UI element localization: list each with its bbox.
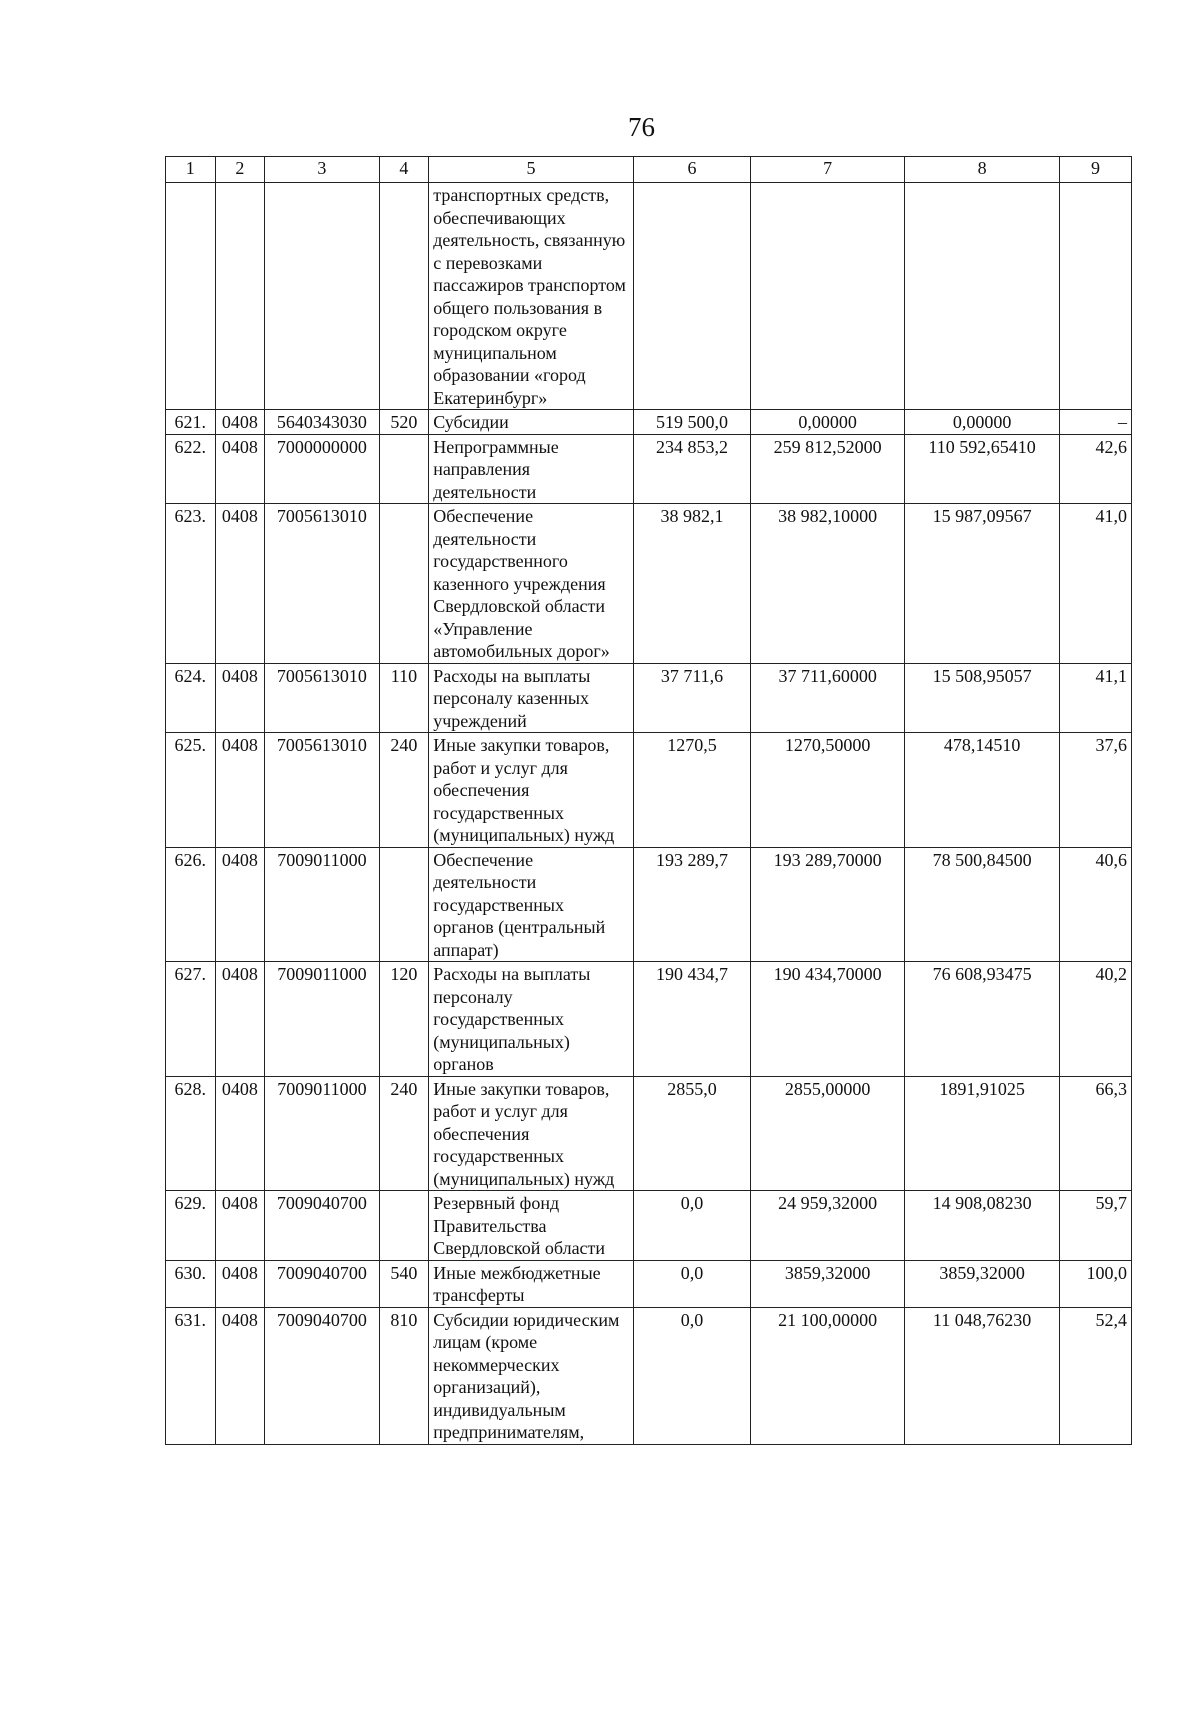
expense-type-code <box>379 434 429 504</box>
execution-percent: 41,1 <box>1060 663 1132 733</box>
section-code: 0408 <box>215 847 265 962</box>
column-header-7: 7 <box>751 157 905 183</box>
execution-percent: 100,0 <box>1060 1260 1132 1307</box>
target-article-code: 7005613010 <box>265 663 379 733</box>
item-description: Иные закупки товаров, работ и услуг для обеспечения государственных (муниципальных) нужд <box>429 1076 634 1191</box>
executed-amount: 110 592,65410 <box>905 434 1060 504</box>
executed-amount: 0,00000 <box>905 410 1060 435</box>
row-number: 626. <box>166 847 216 962</box>
execution-percent: 42,6 <box>1060 434 1132 504</box>
row-number: 621. <box>166 410 216 435</box>
revised-amount: 21 100,00000 <box>751 1307 905 1444</box>
row-number: 628. <box>166 1076 216 1191</box>
table-row <box>166 1260 1132 1307</box>
row-number: 631. <box>166 1307 216 1444</box>
table-row <box>166 847 1132 962</box>
revised-amount <box>751 183 905 410</box>
revised-amount: 190 434,70000 <box>751 962 905 1077</box>
table-body <box>166 183 1132 1445</box>
section-code: 0408 <box>215 1191 265 1261</box>
table-row <box>166 410 1132 435</box>
revised-amount: 37 711,60000 <box>751 663 905 733</box>
budget-table <box>165 156 1132 1445</box>
item-description: Расходы на выплаты персоналу государственных (муниципальных) органов <box>429 962 634 1077</box>
section-code: 0408 <box>215 733 265 848</box>
section-code <box>215 183 265 410</box>
item-description: Непрограммные направления деятельности <box>429 434 634 504</box>
execution-percent: 40,6 <box>1060 847 1132 962</box>
expense-type-code: 520 <box>379 410 429 435</box>
executed-amount: 3859,32000 <box>905 1260 1060 1307</box>
executed-amount <box>905 183 1060 410</box>
expense-type-code: 240 <box>379 1076 429 1191</box>
approved-amount: 2855,0 <box>633 1076 750 1191</box>
table-header <box>166 157 1132 183</box>
target-article-code: 7009040700 <box>265 1260 379 1307</box>
approved-amount <box>633 183 750 410</box>
expense-type-code: 120 <box>379 962 429 1077</box>
executed-amount: 76 608,93475 <box>905 962 1060 1077</box>
executed-amount: 15 987,09567 <box>905 504 1060 664</box>
approved-amount: 190 434,7 <box>633 962 750 1077</box>
executed-amount: 1891,91025 <box>905 1076 1060 1191</box>
approved-amount: 0,0 <box>633 1307 750 1444</box>
approved-amount: 519 500,0 <box>633 410 750 435</box>
table-row <box>166 663 1132 733</box>
expense-type-code: 110 <box>379 663 429 733</box>
column-header-9: 9 <box>1060 157 1132 183</box>
section-code: 0408 <box>215 434 265 504</box>
executed-amount: 78 500,84500 <box>905 847 1060 962</box>
section-code: 0408 <box>215 1260 265 1307</box>
row-number: 627. <box>166 962 216 1077</box>
table-row <box>166 962 1132 1077</box>
page-number: 76 <box>628 112 655 142</box>
execution-percent: – <box>1060 410 1132 435</box>
header-row <box>166 157 1132 183</box>
execution-percent <box>1060 183 1132 410</box>
section-code: 0408 <box>215 410 265 435</box>
executed-amount: 15 508,95057 <box>905 663 1060 733</box>
revised-amount: 193 289,70000 <box>751 847 905 962</box>
approved-amount: 1270,5 <box>633 733 750 848</box>
execution-percent: 40,2 <box>1060 962 1132 1077</box>
executed-amount: 14 908,08230 <box>905 1191 1060 1261</box>
expense-type-code: 810 <box>379 1307 429 1444</box>
execution-percent: 52,4 <box>1060 1307 1132 1444</box>
column-header-1: 1 <box>166 157 216 183</box>
executed-amount: 11 048,76230 <box>905 1307 1060 1444</box>
column-header-2: 2 <box>215 157 265 183</box>
target-article-code: 7009040700 <box>265 1191 379 1261</box>
table-row <box>166 733 1132 848</box>
revised-amount: 3859,32000 <box>751 1260 905 1307</box>
expense-type-code <box>379 183 429 410</box>
item-description: Обеспечение деятельности государственного казенного учреждения Свердловской области «Управление автомобильных дорог» <box>429 504 634 664</box>
section-code: 0408 <box>215 663 265 733</box>
table-row <box>166 1191 1132 1261</box>
revised-amount: 1270,50000 <box>751 733 905 848</box>
approved-amount: 0,0 <box>633 1260 750 1307</box>
section-code: 0408 <box>215 1307 265 1444</box>
target-article-code: 7009011000 <box>265 1076 379 1191</box>
item-description: Расходы на выплаты персоналу казенных учреждений <box>429 663 634 733</box>
section-code: 0408 <box>215 962 265 1077</box>
section-code: 0408 <box>215 1076 265 1191</box>
row-number: 624. <box>166 663 216 733</box>
expense-type-code <box>379 504 429 664</box>
item-description: Субсидии <box>429 410 634 435</box>
target-article-code: 7000000000 <box>265 434 379 504</box>
executed-amount: 478,14510 <box>905 733 1060 848</box>
target-article-code: 5640343030 <box>265 410 379 435</box>
column-header-4: 4 <box>379 157 429 183</box>
target-article-code: 7005613010 <box>265 504 379 664</box>
approved-amount: 37 711,6 <box>633 663 750 733</box>
revised-amount: 2855,00000 <box>751 1076 905 1191</box>
row-number <box>166 183 216 410</box>
table-row <box>166 183 1132 410</box>
target-article-code: 7005613010 <box>265 733 379 848</box>
execution-percent: 37,6 <box>1060 733 1132 848</box>
item-description: Обеспечение деятельности государственных органов (центральный аппарат) <box>429 847 634 962</box>
revised-amount: 0,00000 <box>751 410 905 435</box>
item-description: Субсидии юридическим лицам (кроме некоммерческих организаций), индивидуальным предпринимателям, <box>429 1307 634 1444</box>
approved-amount: 38 982,1 <box>633 504 750 664</box>
row-number: 623. <box>166 504 216 664</box>
row-number: 630. <box>166 1260 216 1307</box>
item-description: Иные закупки товаров, работ и услуг для обеспечения государственных (муниципальных) нужд <box>429 733 634 848</box>
approved-amount: 0,0 <box>633 1191 750 1261</box>
revised-amount: 38 982,10000 <box>751 504 905 664</box>
target-article-code <box>265 183 379 410</box>
table-row <box>166 434 1132 504</box>
approved-amount: 234 853,2 <box>633 434 750 504</box>
column-header-6: 6 <box>633 157 750 183</box>
row-number: 625. <box>166 733 216 848</box>
table-row <box>166 504 1132 664</box>
row-number: 622. <box>166 434 216 504</box>
execution-percent: 41,0 <box>1060 504 1132 664</box>
column-header-5: 5 <box>429 157 634 183</box>
expense-type-code: 540 <box>379 1260 429 1307</box>
row-number: 629. <box>166 1191 216 1261</box>
expense-type-code: 240 <box>379 733 429 848</box>
section-code: 0408 <box>215 504 265 664</box>
target-article-code: 7009040700 <box>265 1307 379 1444</box>
target-article-code: 7009011000 <box>265 962 379 1077</box>
revised-amount: 259 812,52000 <box>751 434 905 504</box>
execution-percent: 66,3 <box>1060 1076 1132 1191</box>
item-description: транспортных средств, обеспечивающих деятельность, связанную с перевозками пассажиров транспортом общего пользования в городском округе муниципальном образовании «город Екатеринбург» <box>429 183 634 410</box>
target-article-code: 7009011000 <box>265 847 379 962</box>
table-row <box>166 1076 1132 1191</box>
column-header-8: 8 <box>905 157 1060 183</box>
item-description: Иные межбюджетные трансферты <box>429 1260 634 1307</box>
expense-type-code <box>379 1191 429 1261</box>
item-description: Резервный фонд Правительства Свердловской области <box>429 1191 634 1261</box>
execution-percent: 59,7 <box>1060 1191 1132 1261</box>
expense-type-code <box>379 847 429 962</box>
approved-amount: 193 289,7 <box>633 847 750 962</box>
table-row <box>166 1307 1132 1444</box>
column-header-3: 3 <box>265 157 379 183</box>
revised-amount: 24 959,32000 <box>751 1191 905 1261</box>
